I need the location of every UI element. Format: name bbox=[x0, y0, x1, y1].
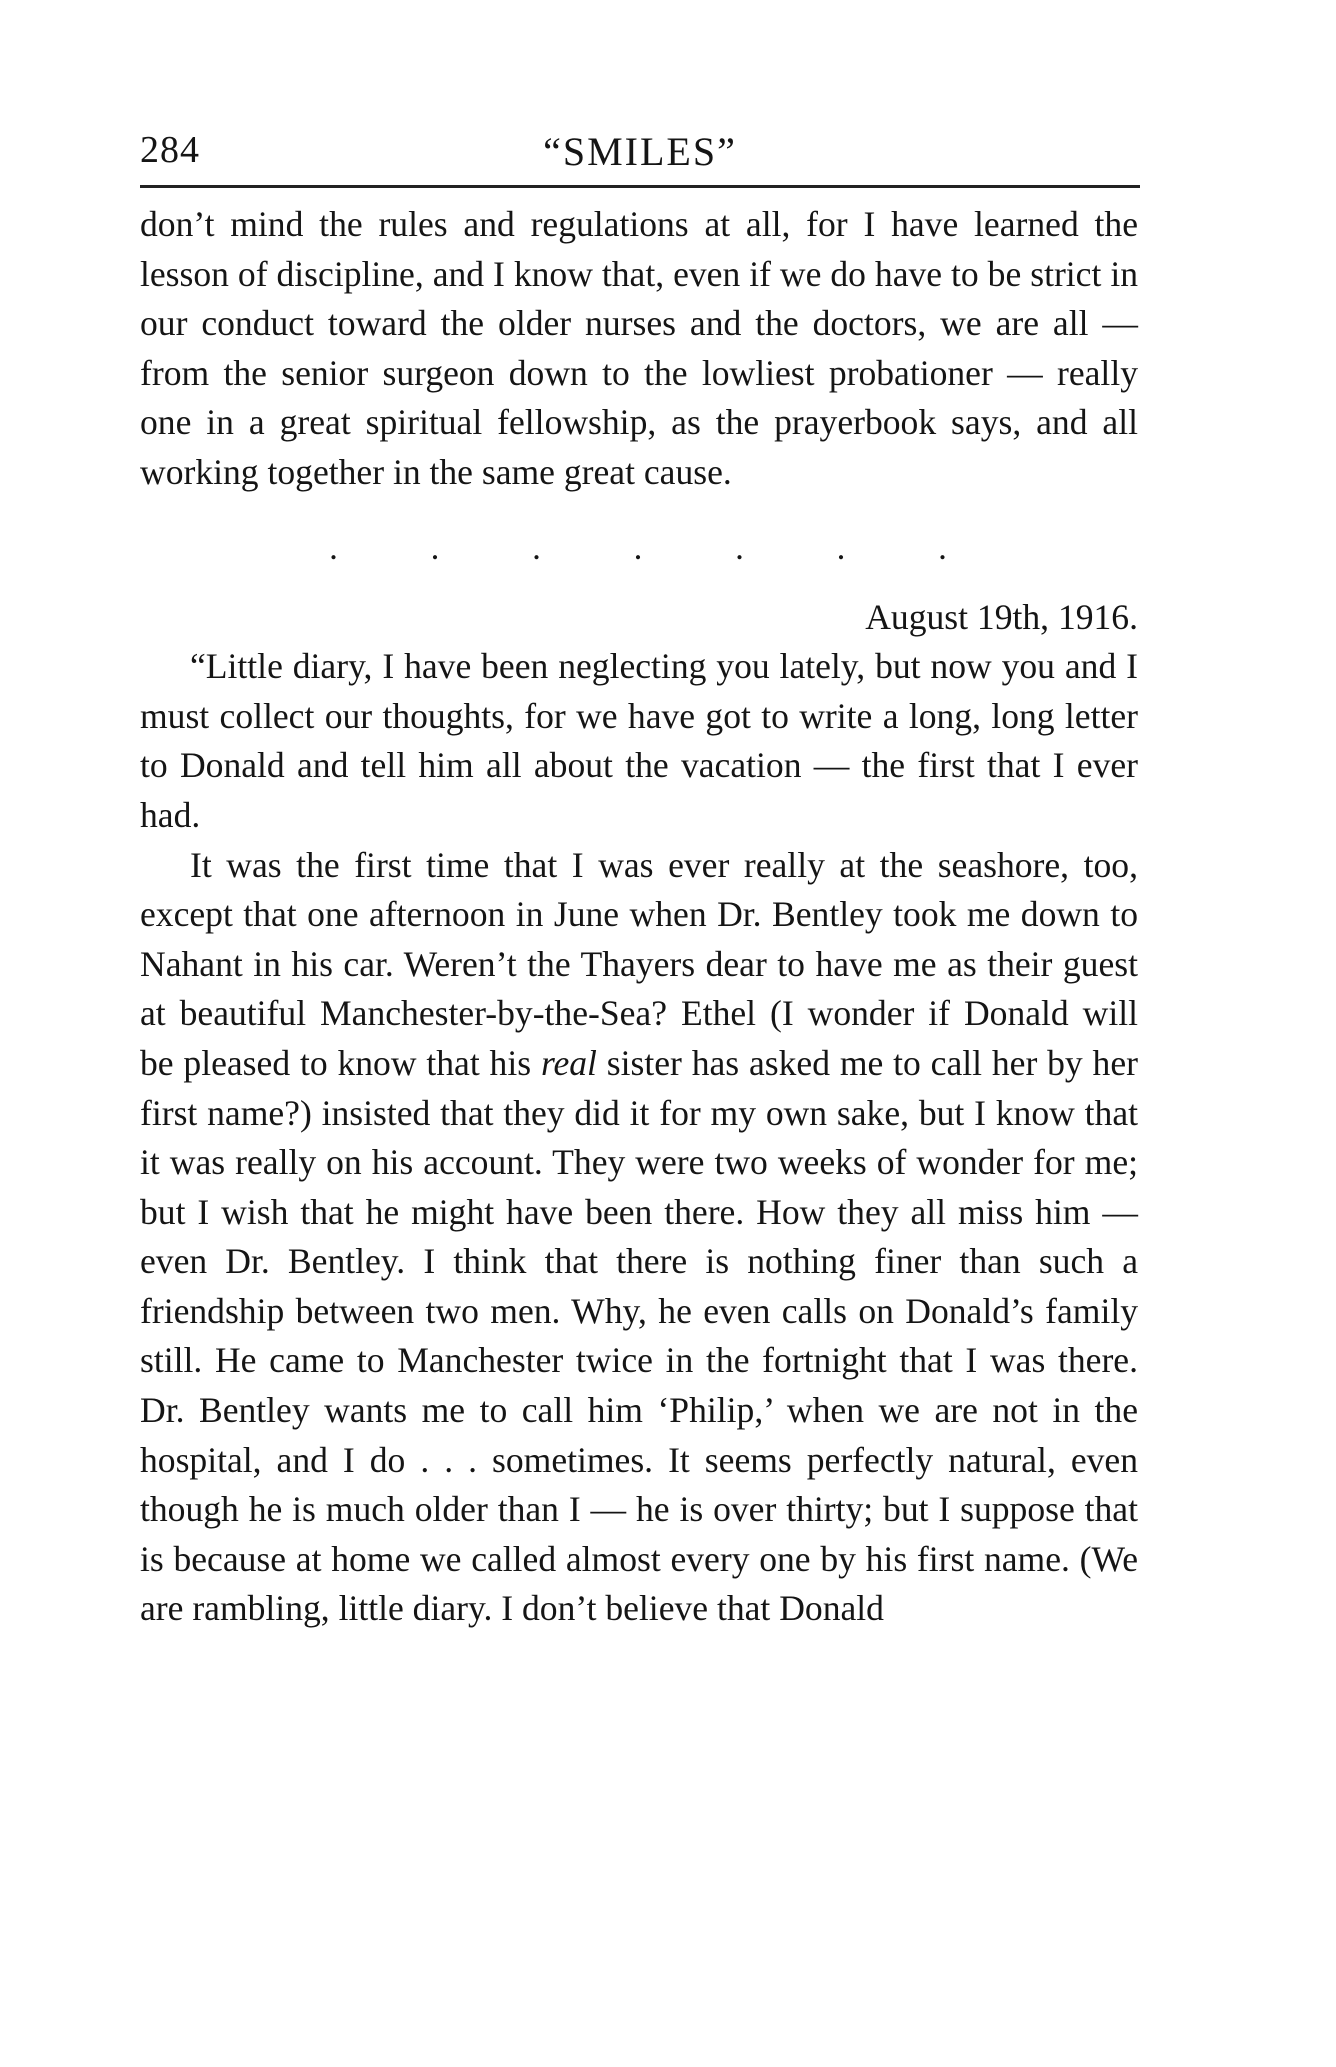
paragraph-seashore-part-2: sister has asked me to call her by her first name?) insisted that they did it for my own sake, but I know that it was really on his account. They were two weeks of wonder for me; but I wish that he might have been there. How they all miss him — even Dr. Bentley. I think that there is nothing finer than such a friendship between two men. Why, he even calls on Donald’s family still. He came to Manchester twice in the fortnight that I was there. Dr. Bentley wants me to call him ‘Philip,’ when we are not in the hospital, and I do . . . sometimes. It seems perfectly natural, even though he is much older than I — he is over thirty; but I suppose that is because at home we called almost every one by his first name. (We are rambling, little diary. I don’t believe that Donald bbox=[140, 1042, 1138, 1629]
body-text bbox=[140, 200, 1138, 1634]
running-title: “SMILES” bbox=[543, 129, 737, 174]
paragraph-seashore bbox=[140, 841, 1138, 1635]
emphasis-real: real bbox=[540, 1042, 597, 1083]
paragraph-seashore-part-1: It was the first time that I was ever really at the seashore, too, except that one afternoon in June when Dr. Bentley took me down to Nahant in his car. Weren’t the Thayers dear to have me as their guest at beautiful Manchester-by-the-Sea? Ethel (I wonder if Donald will be pleased to know that his bbox=[140, 844, 1138, 1083]
paragraph-continued: don’t mind the rules and regulations at all, for I have learned the lesson of discipline, and I know that, even if we do have to be strict in our conduct toward the older nurses and the doctors, we are all — from the senior surgeon down to the lowliest probationer — really one in a great spiritual fellowship, as the prayerbook says, and all working together in the same great cause. bbox=[140, 204, 1138, 492]
diary-date: August 19th, 1916. bbox=[865, 596, 1138, 637]
section-break-dots: . . . . . . . bbox=[329, 527, 989, 567]
header-rule bbox=[140, 185, 1140, 188]
paragraph-diary-opening: “Little diary, I have been neglecting you lately, but now you and I must collect our thoughts, for we have got to write a long, long letter to Donald and tell him all about the vacation — the first that I ever had. bbox=[140, 646, 1138, 835]
page-number: 284 bbox=[140, 129, 200, 171]
page-header bbox=[140, 120, 1140, 180]
